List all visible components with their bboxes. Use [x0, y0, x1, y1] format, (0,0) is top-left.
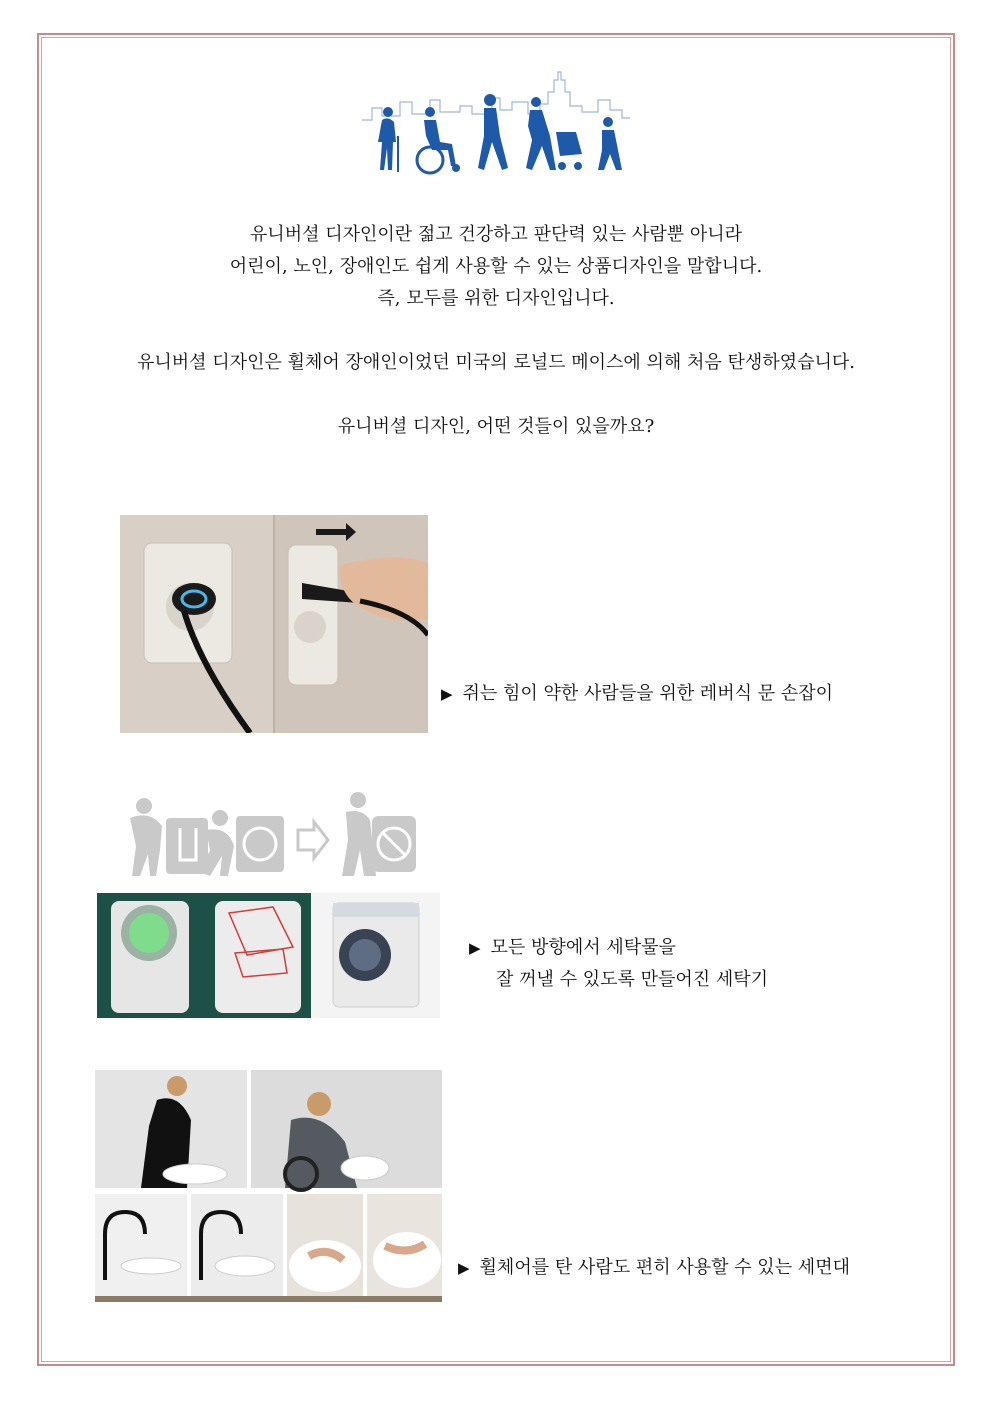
caption-lever-handle-text: 쥐는 힘이 약한 사람들을 위한 레버식 문 손잡이 — [462, 683, 833, 704]
intro-line-5: 유니버셜 디자인, 어떤 것들이 있을까요? — [337, 416, 655, 437]
washer-usage-pictogram — [110, 790, 440, 890]
bullet-triangle-icon: ▶ — [458, 1259, 470, 1277]
intro-line-2: 어린이, 노인, 장애인도 쉽게 사용할 수 있는 상품디자인을 말합니다. — [229, 256, 763, 277]
caption-washbasin — [458, 1252, 850, 1284]
caption-washing-machine-line2: 잘 꺼낼 수 있도록 만들어진 세탁기 — [496, 969, 769, 990]
caption-washing-machine-line1: 모든 방향에서 세탁물을 — [490, 937, 676, 958]
child-icon — [598, 117, 622, 170]
origin-paragraph — [60, 347, 932, 379]
lever-handle-photo — [120, 515, 428, 733]
intro-line-3: 즉, 모두를 위한 디자인입니다. — [377, 288, 615, 309]
bullet-triangle-icon: ▶ — [469, 939, 481, 957]
elderly-person-icon — [378, 107, 399, 172]
intro-paragraph — [60, 219, 932, 315]
universal-design-logo — [360, 70, 632, 178]
caption-lever-handle — [441, 678, 833, 710]
intro-line-4: 유니버셜 디자인은 휠체어 장애인이었던 미국의 로널드 메이스에 의해 처음 탄생하였습니다. — [137, 352, 855, 373]
caption-washing-machine — [469, 932, 768, 996]
question-paragraph — [60, 411, 932, 443]
intro-line-1: 유니버셜 디자인이란 젊고 건강하고 판단력 있는 사람뿐 아니라 — [249, 224, 743, 245]
walking-man-icon — [478, 94, 508, 170]
wheelchair-user-icon — [417, 107, 460, 173]
washing-machine-photo — [97, 893, 440, 1018]
bullet-triangle-icon: ▶ — [441, 685, 453, 703]
caption-washbasin-text: 휠체어를 탄 사람도 편히 사용할 수 있는 세면대 — [479, 1257, 850, 1278]
washbasin-photo — [95, 1070, 442, 1302]
woman-with-stroller-icon — [526, 97, 582, 170]
